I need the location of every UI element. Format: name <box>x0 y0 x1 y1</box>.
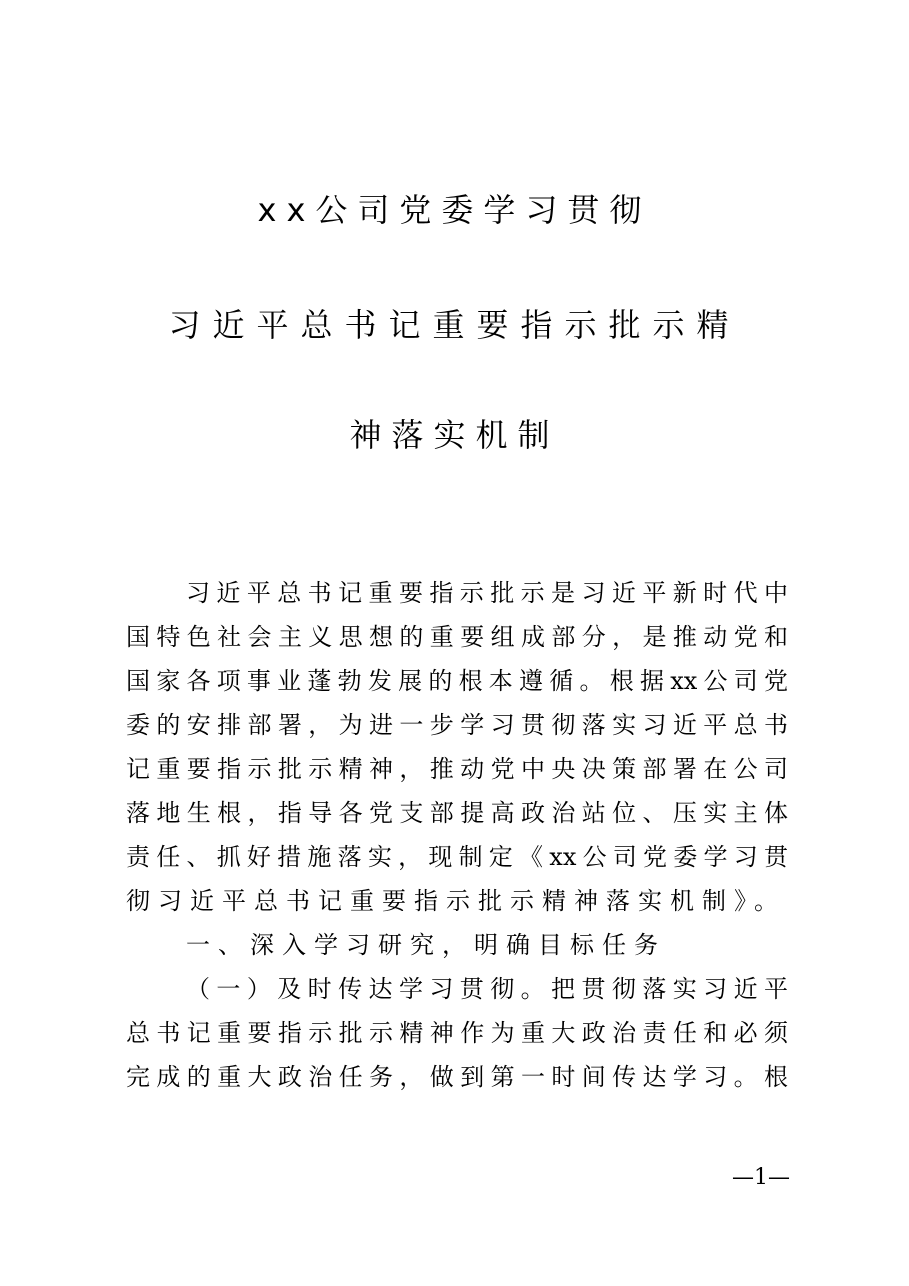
paragraph-line: 总书记重要指示批示精神作为重大政治责任和必须 <box>126 1019 788 1047</box>
paragraph-line: 记重要指示批示精神，推动党中央决策部署在公司 <box>126 755 788 783</box>
paragraph-line: 国特色社会主义思想的重要组成部分，是推动党和 <box>126 623 788 651</box>
paragraph-line: 落地生根，指导各党支部提高政治站位、压实主体 <box>126 799 788 827</box>
paragraph-line: 国家各项事业蓬勃发展的根本遵循。根据xx公司党 <box>126 667 788 695</box>
document-title-line-3: 神落实机制 <box>349 416 560 454</box>
document-title-line-1: xx公司党委学习贯彻 <box>257 191 652 229</box>
paragraph-line: 完成的重大政治任务，做到第一时间传达学习。根 <box>126 1063 788 1091</box>
paragraph-line: 委的安排部署，为进一步学习贯彻落实习近平总书 <box>126 711 788 739</box>
paragraph-line: 责任、抓好措施落实，现制定《xx公司党委学习贯 <box>126 843 788 871</box>
paragraph-line: 彻习近平总书记重要指示批示精神落实机制》。 <box>126 887 786 915</box>
paragraph-line: （一）及时传达学习贯彻。把贯彻落实习近平 <box>186 975 788 1003</box>
document-title-line-2: 习近平总书记重要指示批示精 <box>168 306 741 344</box>
paragraph-line: 习近平总书记重要指示批示是习近平新时代中 <box>186 579 788 607</box>
page-number: —1— <box>732 1165 790 1190</box>
section-heading: 一、深入学习研究，明确目标任务 <box>186 931 666 959</box>
